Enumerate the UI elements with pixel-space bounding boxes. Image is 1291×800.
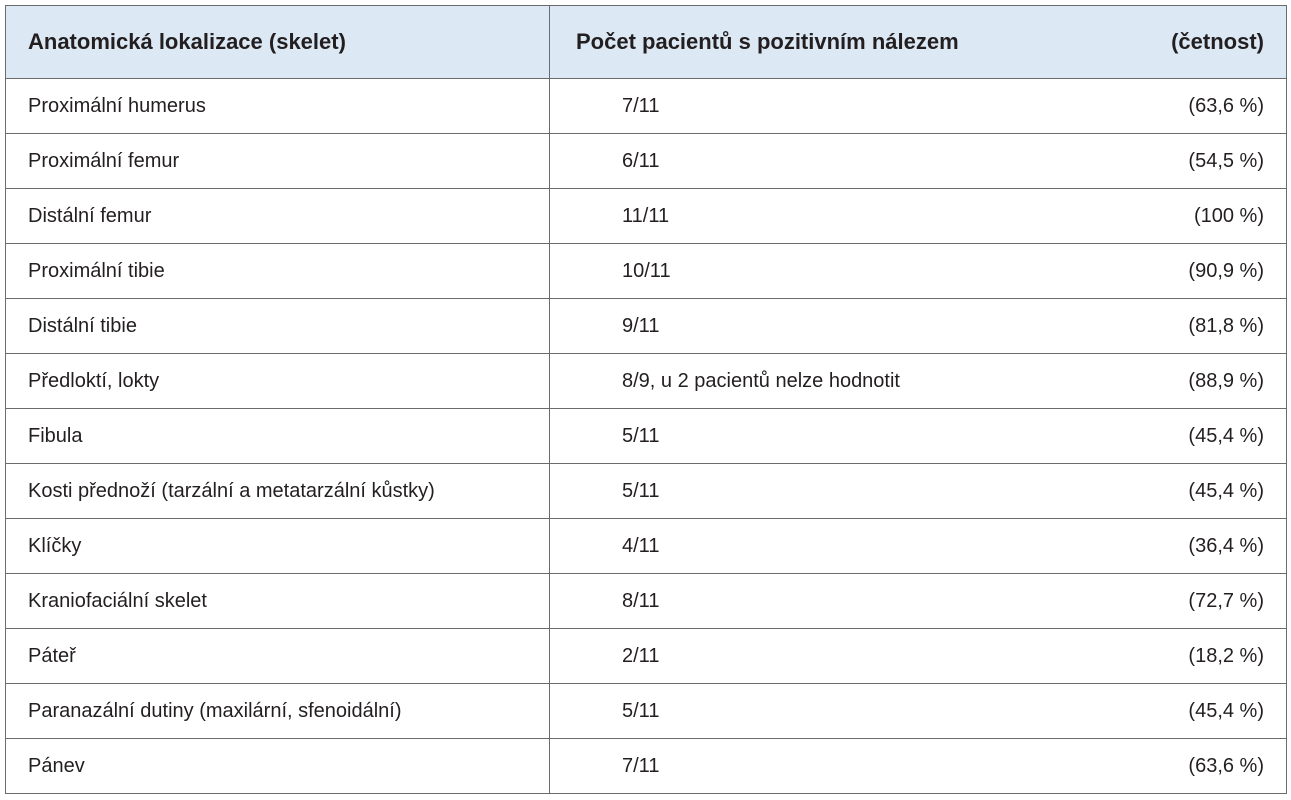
location-text: Kosti přednoží (tarzální a metatarzální kůstky) [28, 479, 435, 502]
table-row [6, 464, 1287, 519]
location-text: Páteř [28, 644, 76, 667]
cell-count-frequency [550, 134, 1287, 189]
cell-count-frequency [550, 629, 1287, 684]
frequency-text: (63,6 %) [1188, 754, 1264, 777]
location-text: Paranazální dutiny (maxilární, sfenoidální) [28, 699, 402, 722]
cell-count-frequency [550, 189, 1287, 244]
table-row [6, 684, 1287, 739]
cell-count-frequency [550, 354, 1287, 409]
location-text: Proximální tibie [28, 259, 165, 282]
table-row [6, 299, 1287, 354]
location-text: Proximální femur [28, 149, 180, 172]
cell-location [6, 354, 550, 409]
header-frequency-label: (četnost) [1171, 29, 1264, 54]
count-text: 4/11 [622, 534, 660, 557]
cell-location [6, 629, 550, 684]
table-row [6, 244, 1287, 299]
table-row [6, 79, 1287, 134]
table-row [6, 189, 1287, 244]
cell-count-frequency [550, 464, 1287, 519]
cell-count-frequency [550, 409, 1287, 464]
frequency-text: (81,8 %) [1188, 314, 1264, 337]
header-location-label: Anatomická lokalizace (skelet) [28, 29, 346, 54]
cell-count-frequency [550, 684, 1287, 739]
location-text: Distální tibie [28, 314, 137, 337]
frequency-text: (45,4 %) [1188, 479, 1264, 502]
count-text: 10/11 [622, 259, 671, 282]
location-text: Pánev [28, 754, 85, 777]
cell-location [6, 739, 550, 794]
count-text: 7/11 [622, 754, 660, 777]
cell-location [6, 574, 550, 629]
location-text: Fibula [28, 424, 83, 447]
frequency-text: (88,9 %) [1188, 369, 1264, 392]
table-row [6, 574, 1287, 629]
count-text: 5/11 [622, 479, 660, 502]
count-text: 2/11 [622, 644, 660, 667]
table-body [6, 79, 1287, 794]
frequency-text: (18,2 %) [1188, 644, 1264, 667]
cell-location [6, 684, 550, 739]
table-row [6, 409, 1287, 464]
cell-location [6, 519, 550, 574]
count-text: 7/11 [622, 94, 660, 117]
location-text: Proximální humerus [28, 94, 206, 117]
cell-location [6, 134, 550, 189]
count-text: 5/11 [622, 424, 660, 447]
cell-count-frequency [550, 79, 1287, 134]
frequency-text: (63,6 %) [1188, 94, 1264, 117]
table-row [6, 739, 1287, 794]
cell-location [6, 189, 550, 244]
frequency-text: (45,4 %) [1188, 424, 1264, 447]
table-header-row [6, 6, 1287, 79]
cell-location [6, 299, 550, 354]
cell-location [6, 464, 550, 519]
location-text: Předloktí, lokty [28, 369, 160, 392]
table-row [6, 629, 1287, 684]
cell-location [6, 79, 550, 134]
header-count-label: Počet pacientů s pozitivním nálezem [576, 29, 959, 54]
frequency-text: (45,4 %) [1188, 699, 1264, 722]
count-text: 8/9, u 2 pacientů nelze hodnotit [622, 369, 900, 392]
frequency-text: (90,9 %) [1188, 259, 1264, 282]
frequency-text: (100 %) [1193, 204, 1264, 227]
cell-location [6, 244, 550, 299]
cell-count-frequency [550, 574, 1287, 629]
header-count-frequency [550, 6, 1287, 79]
cell-count-frequency [550, 299, 1287, 354]
frequency-text: (54,5 %) [1188, 149, 1264, 172]
cell-location [6, 409, 550, 464]
frequency-text: (72,7 %) [1188, 589, 1264, 612]
location-text: Distální femur [28, 204, 152, 227]
findings-table [5, 5, 1287, 794]
location-text: Kraniofaciální skelet [28, 589, 207, 612]
location-text: Klíčky [28, 534, 82, 557]
count-text: 5/11 [622, 699, 660, 722]
table-row [6, 354, 1287, 409]
table-row [6, 519, 1287, 574]
frequency-text: (36,4 %) [1188, 534, 1264, 557]
cell-count-frequency [550, 739, 1287, 794]
count-text: 6/11 [622, 149, 660, 172]
count-text: 11/11 [622, 204, 670, 227]
count-text: 8/11 [622, 589, 660, 612]
cell-count-frequency [550, 519, 1287, 574]
header-location [6, 6, 550, 79]
table-row [6, 134, 1287, 189]
count-text: 9/11 [622, 314, 660, 337]
cell-count-frequency [550, 244, 1287, 299]
